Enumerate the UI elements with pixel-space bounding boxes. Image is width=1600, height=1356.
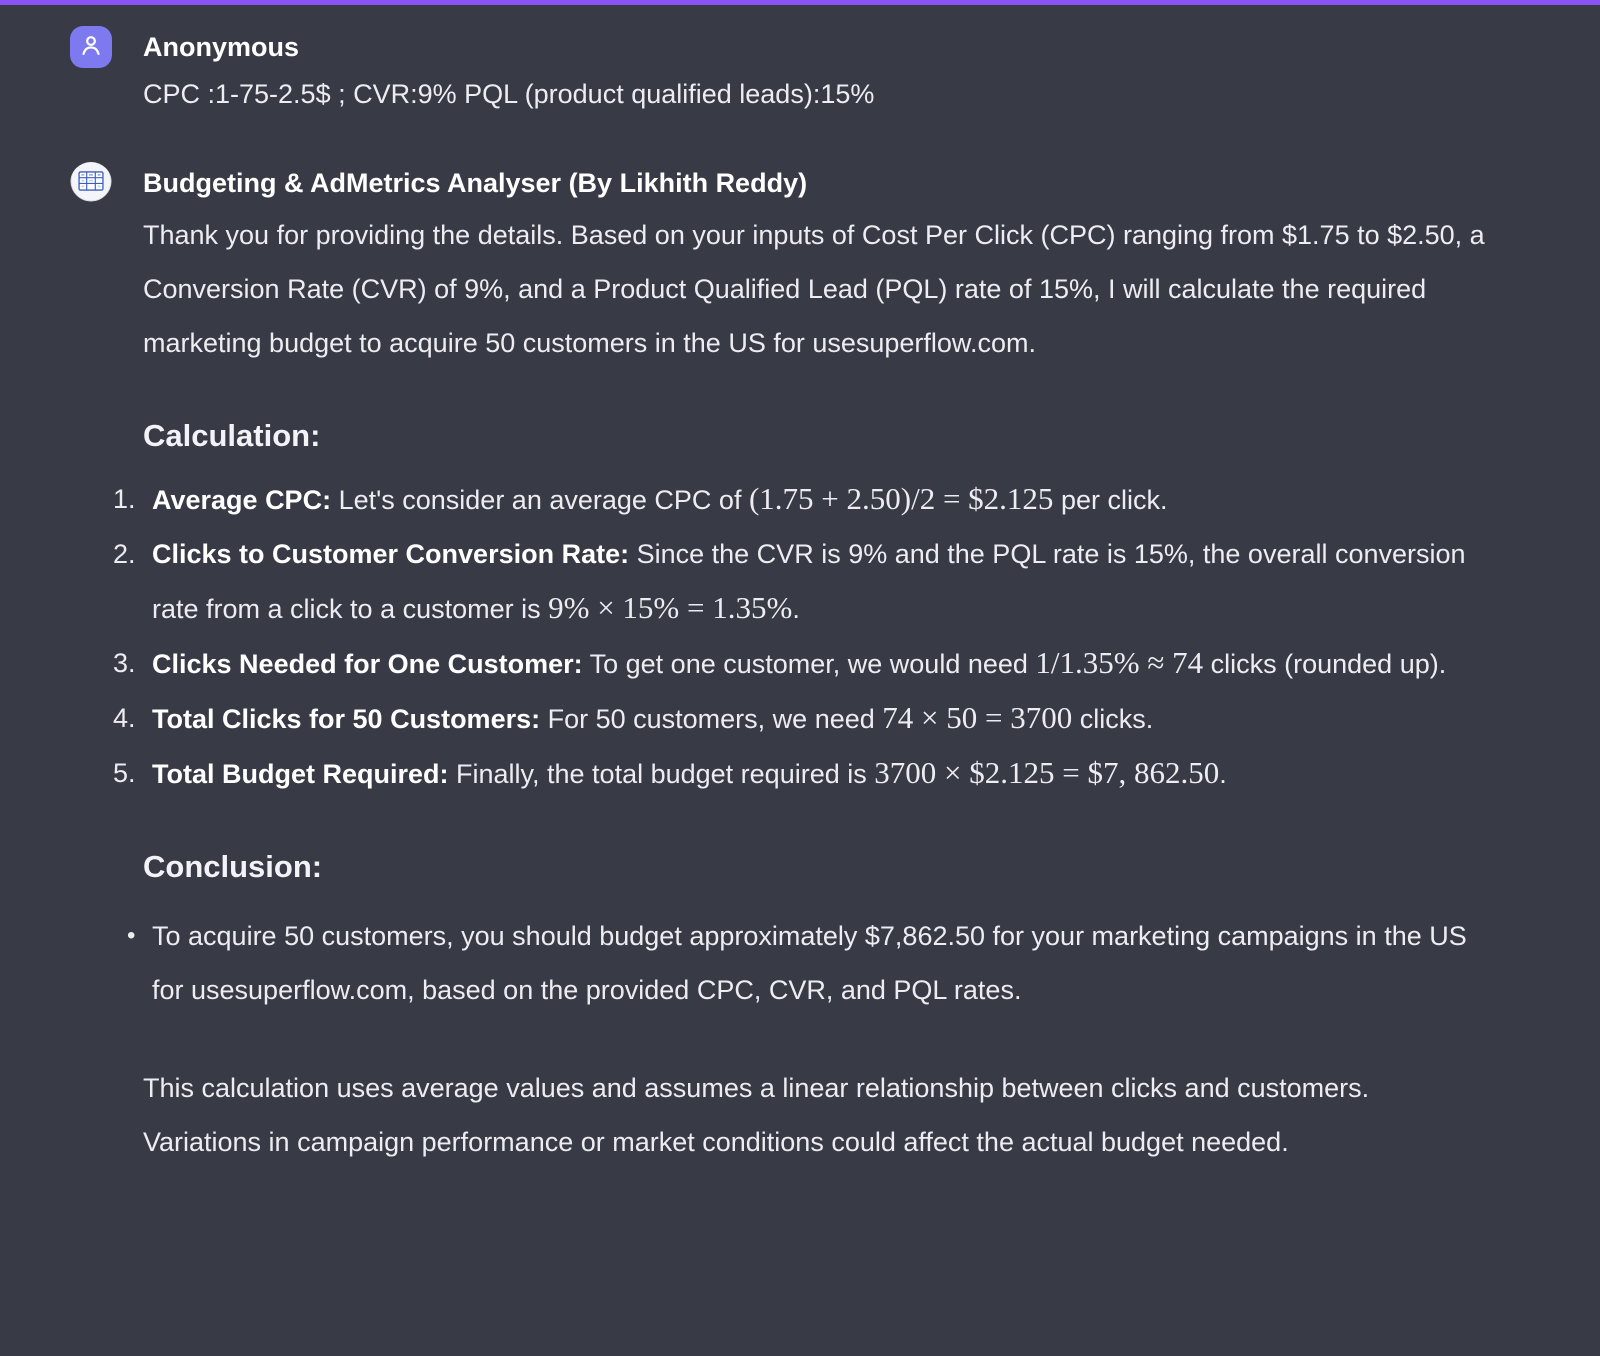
calc-item-number: 1. [113, 484, 136, 514]
calc-item-math: 74 × 50 = 3700 [882, 700, 1073, 735]
closing-paragraph: This calculation uses average values and assumes a linear relationship between clicks and customers. Variations in campaign performance or market conditions could affect the actual budget needed. [143, 1073, 1370, 1157]
calculation-heading: Calculation: [143, 418, 321, 453]
assistant-author: Budgeting & AdMetrics Analyser (By Likhith Reddy) [143, 168, 808, 198]
calc-item-math: 1/1.35% ≈ 74 [1035, 645, 1204, 680]
calc-item-math: 3700 × $2.125 = $7, 862.50 [874, 755, 1220, 790]
calc-item-number: 4. [113, 703, 136, 733]
calc-item-number: 5. [113, 758, 136, 788]
top-accent-bar [0, 0, 1600, 5]
assistant-avatar [70, 162, 112, 204]
calc-item [113, 472, 1488, 527]
calc-item [113, 691, 1488, 746]
calc-item-text: Clicks Needed for One Customer: To get one customer, we would need 1/1.35% ≈ 74 clicks (rounded up). [152, 645, 1447, 680]
user-avatar [70, 26, 112, 68]
calc-item-number: 2. [113, 539, 136, 569]
assistant-message [70, 162, 1490, 1169]
conclusion-bullet-item [127, 909, 1488, 1017]
spreadsheet-icon [70, 162, 112, 204]
calc-item-text: Total Clicks for 50 Customers: For 50 customers, we need 74 × 50 = 3700 clicks. [152, 700, 1154, 735]
bullet-dot: • [127, 922, 136, 949]
calc-item-math: 9% × 15% = 1.35% [548, 590, 793, 625]
person-icon [77, 31, 105, 64]
calc-item-label: Average CPC: [152, 485, 332, 515]
user-author: Anonymous [143, 32, 300, 62]
calc-item-text: Average CPC: Let's consider an average CPC of (1.75 + 2.50)/2 = $2.125 per click. [152, 481, 1168, 516]
calc-item [113, 636, 1488, 691]
calc-item [113, 527, 1488, 636]
assistant-intro: Thank you for providing the details. Based on your inputs of Cost Per Click (CPC) ranging from $1.75 to $2.50, a Conversion Rate (CVR) of 9%, and a Product Qualified Lead (PQL) rate of 15%, I will calculate the required marketing budget to acquire 50 customers in the US for usesuperflow.com. [143, 220, 1485, 358]
conclusion-text: To acquire 50 customers, you should budget approximately $7,862.50 for your marketing campaigns in the US for usesuperflow.com, based on the provided CPC, CVR, and PQL rates. [152, 921, 1467, 1005]
calc-item-label: Clicks Needed for One Customer: [152, 649, 583, 679]
conclusion-heading: Conclusion: [143, 849, 323, 884]
user-message-text: CPC :1-75-2.5$ ; CVR:9% PQL (product qualified leads):15% [143, 79, 875, 109]
calc-item [113, 746, 1488, 801]
calculation-list [113, 472, 1488, 801]
calc-item-text: Clicks to Customer Conversion Rate: Since the CVR is 9% and the PQL rate is 15%, the overall conversion rate from a click to a customer is 9% × 15% = 1.35%. [152, 539, 1466, 625]
calc-item-label: Total Budget Required: [152, 759, 449, 789]
calc-item-math: (1.75 + 2.50)/2 = $2.125 [748, 481, 1054, 516]
user-message [70, 26, 1490, 116]
calc-item-number: 3. [113, 648, 136, 678]
calc-item-label: Total Clicks for 50 Customers: [152, 704, 541, 734]
calc-item-text: Total Budget Required: Finally, the total budget required is 3700 × $2.125 = $7, 862.50. [152, 755, 1227, 790]
calc-item-label: Clicks to Customer Conversion Rate: [152, 539, 630, 569]
